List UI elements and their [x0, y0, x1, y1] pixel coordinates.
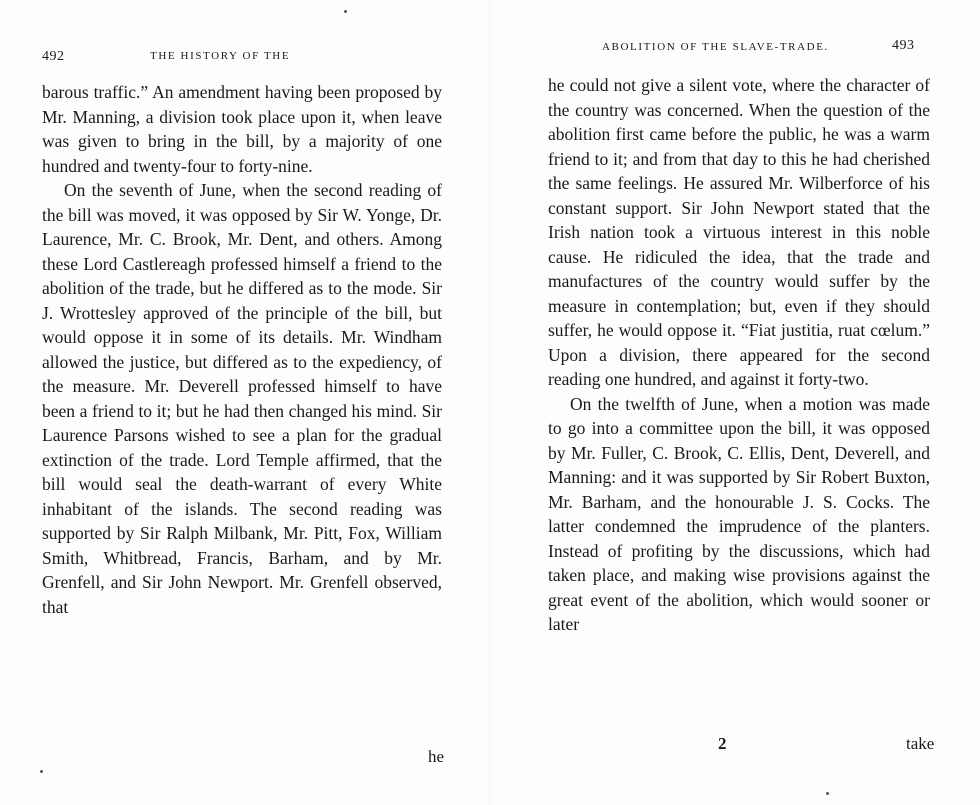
left-page-body	[42, 80, 442, 619]
left-paragraph-2: On the seventh of June, when the second reading of the bill was moved, it was opposed by Sir W. Yonge, Dr. Laurence, Mr. C. Brook, Mr. Dent, and others. Among these Lord Castlereagh professed himself a friend to the abolition of the trade, but he differed as to the mode. Sir J. Wrottesley approved of the principle of the bill, but would oppose it in some of its details. Mr. Windham allowed the justice, but differed as to the expediency, of the measure. Mr. Deverell professed himself to have been a friend to it; but he had then changed his mind. Sir Laurence Parsons wished to see a plan for the gradual extinction of the trade. Lord Temple affirmed, that the bill would seal the death-warrant of every White inhabitant of the islands. The second reading was supported by Sir Ralph Milbank, Mr. Pitt, Fox, William Smith, Whitbread, Francis, Barham, and by Mr. Grenfell, and Sir John Newport. Mr. Grenfell observed, that	[42, 180, 442, 617]
right-page-body	[548, 73, 930, 637]
right-paragraph-1: he could not give a silent vote, where the character of the country was concerned. When the question of the abolition first came before the public, he was a warm friend to it; and from that day to this he had cherished the same feelings. He assured Mr. Wilberforce of his constant support. Sir John Newport stated that the Irish nation took a virtuous interest in this noble cause. He ridiculed the idea, that the trade and manufactures of the country would suffer by the measure in contemplation; but, even if they should suffer, he would oppose it. “Fiat justitia, ruat cœlum.” Upon a division, there appeared for the second reading one hundred, and against it forty-two.	[548, 75, 930, 389]
left-catchword: he	[428, 747, 445, 766]
print-speck	[40, 770, 43, 773]
print-speck	[826, 792, 829, 795]
print-speck	[344, 10, 347, 13]
right-running-head: ABOLITION OF THE SLAVE-TRADE.	[602, 41, 829, 53]
left-page-number: 492	[42, 49, 65, 64]
right-paragraph-2: On the twelfth of June, when a motion was made to go into a committee upon the bill, it was opposed by Mr. Fuller, C. Brook, C. Ellis, Dent, Deverell, and Manning: and it was supported by Sir Robert Buxton, Mr. Barham, and the honourable J. S. Cocks. The latter condemned the imprudence of the planters. Instead of profiting by the discussions, which had taken place, and making wise provisions against the great event of the abolition, which would sooner or later	[548, 393, 930, 634]
right-catchword: take	[906, 734, 935, 753]
left-paragraph-1: barous traffic.” An amendment having been proposed by Mr. Manning, a division took place upon it, when leave was given to bring in the bill, by a majority of one hundred and twenty-four to forty-nine.	[42, 82, 442, 176]
left-running-head: THE HISTORY OF THE	[150, 50, 291, 62]
right-page-number: 493	[892, 38, 915, 53]
signature-mark: 2	[718, 734, 727, 753]
